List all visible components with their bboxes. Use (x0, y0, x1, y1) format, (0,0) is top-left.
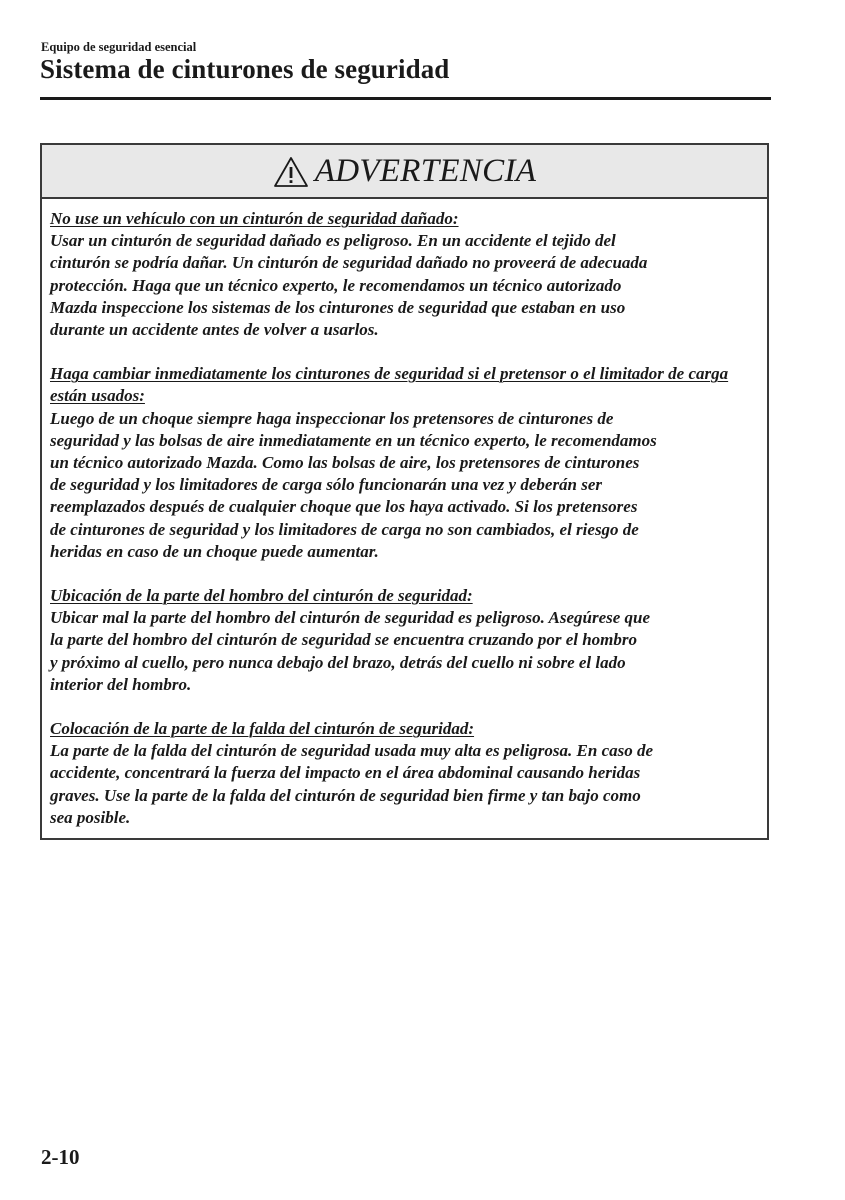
warning-body (42, 199, 767, 829)
warning-item-text-line: graves. Use la parte de la falda del cinturón de seguridad bien firme y tan bajo como (50, 785, 641, 805)
warning-item-text-line: un técnico autorizado Mazda. Como las bolsas de aire, los pretensores de cinturones (50, 453, 640, 473)
warning-item-text-line: y próximo al cuello, pero nunca debajo del brazo, detrás del cuello ni sobre el lado (50, 652, 626, 672)
warning-item-text-line: seguridad y las bolsas de aire inmediatamente en un técnico experto, le recomendamos (50, 430, 657, 450)
warning-item-title: Ubicación de la parte del hombro del cinturón de seguridad: (50, 586, 473, 606)
warning-heading: ADVERTENCIA (314, 152, 537, 189)
warning-triangle-icon (273, 156, 309, 188)
warning-item-text-line: Usar un cinturón de seguridad dañado es peligroso. En un accidente el tejido del (50, 231, 616, 251)
section-label: Equipo de seguridad esencial (41, 40, 197, 54)
warning-item (50, 208, 759, 341)
warning-item-text-line: reemplazados después de cualquier choque que los haya activado. Si los pretensores (50, 497, 638, 517)
warning-item-text-line: la parte del hombro del cinturón de seguridad se encuentra cruzando por el hombro (50, 630, 638, 650)
warning-item-text-line: de cinturones de seguridad y los limitadores de carga no son cambiados, el riesgo de (50, 519, 639, 539)
warning-item-text-line: Luego de un choque siempre haga inspeccionar los pretensores de cinturones de (50, 408, 614, 428)
warning-item-text-line: Mazda inspeccione los sistemas de los cinturones de seguridad que estaban en uso (50, 297, 626, 317)
warning-item (50, 718, 759, 829)
warning-item (50, 585, 759, 696)
warning-item-text-line: de seguridad y los limitadores de carga sólo funcionarán una vez y deberán ser (50, 475, 603, 495)
warning-item-text-line: accidente, concentrará la fuerza del impacto en el área abdominal causando heridas (50, 763, 641, 783)
title-divider (40, 97, 771, 100)
warning-header (42, 145, 767, 199)
warning-item (50, 363, 759, 563)
page-title: Sistema de cinturones de seguridad (40, 54, 450, 84)
warning-item-text-line: durante un accidente antes de volver a usarlos. (50, 320, 379, 340)
warning-item-text-line: Ubicar mal la parte del hombro del cinturón de seguridad es peligroso. Asegúrese que (50, 608, 651, 628)
warning-item-text-line: sea posible. (50, 807, 131, 827)
warning-item-title: Haga cambiar inmediatamente los cinturones de seguridad si el pretensor o el limitador de carga están usados: (50, 364, 729, 406)
warning-box (40, 143, 769, 840)
warning-item-text-line: heridas en caso de un choque puede aumentar. (50, 541, 379, 561)
page-number: 2-10 (41, 1145, 80, 1169)
warning-item-title: No use un vehículo con un cinturón de seguridad dañado: (50, 209, 459, 228)
warning-item-text-line: cinturón se podría dañar. Un cinturón de seguridad dañado no proveerá de adecuada (50, 253, 648, 273)
warning-item-text-line: La parte de la falda del cinturón de seguridad usada muy alta es peligrosa. En caso de (50, 741, 654, 761)
warning-item-text-line: protección. Haga que un técnico experto, le recomendamos un técnico autorizado (50, 275, 622, 295)
warning-item-title: Colocación de la parte de la falda del cinturón de seguridad: (50, 719, 475, 739)
warning-item-text-line: interior del hombro. (50, 674, 192, 694)
